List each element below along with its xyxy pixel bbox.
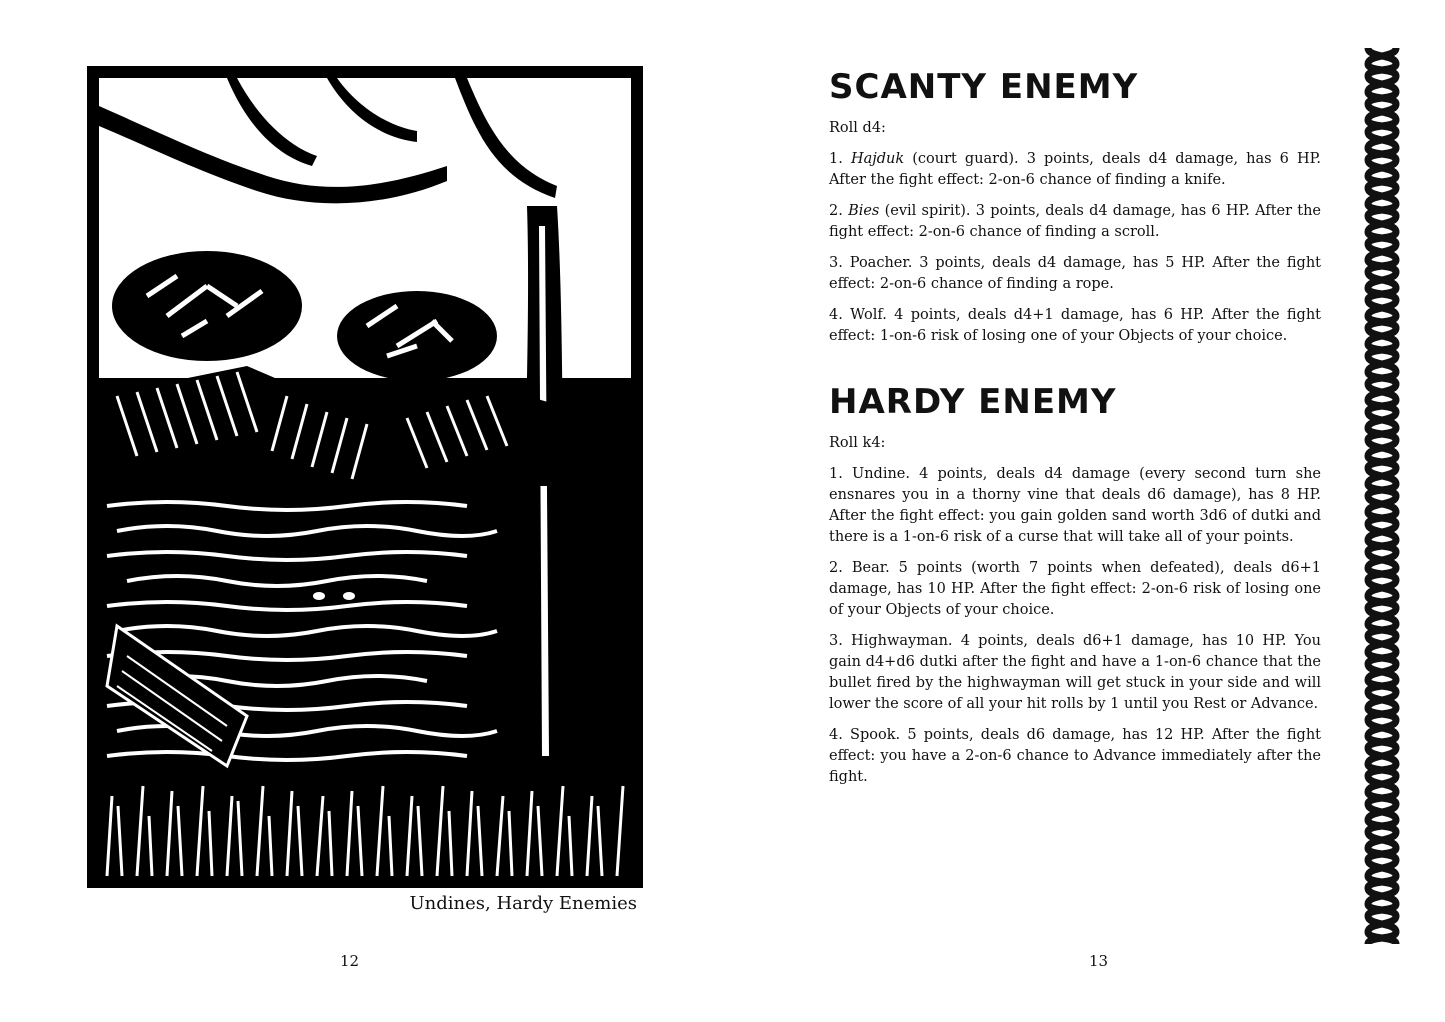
- list-item: [829, 201, 1321, 243]
- entry-number: 3.: [829, 255, 843, 271]
- entry-text: Poacher. 3 points, deals d4 damage, has 5 HP. After the fight effect: 2-on-6 chance of finding a rope.: [829, 255, 1321, 292]
- section-title-hardy-enemy: HARDY ENEMY: [829, 382, 1117, 422]
- entry-number: 4.: [829, 307, 843, 323]
- entry-number: 2.: [829, 560, 843, 576]
- entry-number: 4.: [829, 727, 843, 743]
- illustration-art: [87, 66, 643, 888]
- entry-text: Undine. 4 points, deals d4 damage (every second turn she ensnares you in a thorny vine that deals d6 damage), has 8 HP. After the fight effect: you gain golden sand worth 3d6 of dutki and there is a 1-on-6 risk of a curse that will take all of your points.: [829, 466, 1322, 545]
- list-item: [829, 725, 1321, 788]
- braided-knot-border-icon: [1364, 48, 1400, 944]
- entry-number: 1.: [829, 151, 843, 167]
- entry-text: Wolf. 4 points, deals d4+1 damage, has 6 HP. After the fight effect: 1-on-6 risk of losing one of your Objects of your choice.: [829, 307, 1321, 344]
- page-number-left: 12: [340, 952, 360, 970]
- enemy-tables: [829, 66, 1321, 798]
- entry-name: Bies: [848, 203, 880, 219]
- entry-number: 1.: [829, 466, 843, 482]
- section-spacer: [829, 357, 1321, 381]
- page-number-right: 13: [1089, 952, 1109, 970]
- entry-number: 3.: [829, 633, 843, 649]
- section-title-scanty-enemy: SCANTY ENEMY: [829, 67, 1139, 107]
- entry-number: 2.: [829, 203, 843, 219]
- roll-instruction: Roll d4:: [829, 120, 886, 136]
- left-page: [0, 0, 722, 1022]
- right-page: [723, 0, 1445, 1022]
- entry-name: Hajduk: [850, 151, 905, 167]
- entry-text: Highwayman. 4 points, deals d6+1 damage, has 10 HP. You gain d4+d6 dutki after the fight and have a 1-on-6 chance that the bullet fired by the highwayman will get stuck in your side and will lower the score of all your hit rolls by 1 until you Rest or Advance.: [829, 633, 1322, 712]
- entry-text: Bear. 5 points (worth 7 points when defeated), deals d6+1 damage, has 10 HP. After the fight effect: 2-on-6 risk of losing one of your Objects of your choice.: [829, 560, 1322, 618]
- entry-text: (evil spirit). 3 points, deals d4 damage, has 6 HP. After the fight effect: 2-on-6 chance of finding a scroll.: [829, 203, 1322, 240]
- list-item: [829, 305, 1321, 347]
- list-item: [829, 631, 1321, 715]
- list-item: [829, 149, 1321, 191]
- entry-text: (court guard). 3 points, deals d4 damage, has 6 HP. After the fight effect: 2-on-6 chance of finding a knife.: [829, 151, 1322, 188]
- linocut-forest-pond-illustration: [87, 66, 643, 888]
- entry-text: Spook. 5 points, deals d6 damage, has 12 HP. After the fight effect: you have a 2-on-6 chance to Advance immediately after the fight.: [829, 727, 1322, 785]
- braid-pattern: [1364, 48, 1400, 944]
- list-item: [829, 558, 1321, 621]
- list-item: [829, 464, 1321, 548]
- illustration-caption: Undines, Hardy Enemies: [409, 893, 637, 914]
- roll-instruction: Roll k4:: [829, 435, 886, 451]
- list-item: [829, 253, 1321, 295]
